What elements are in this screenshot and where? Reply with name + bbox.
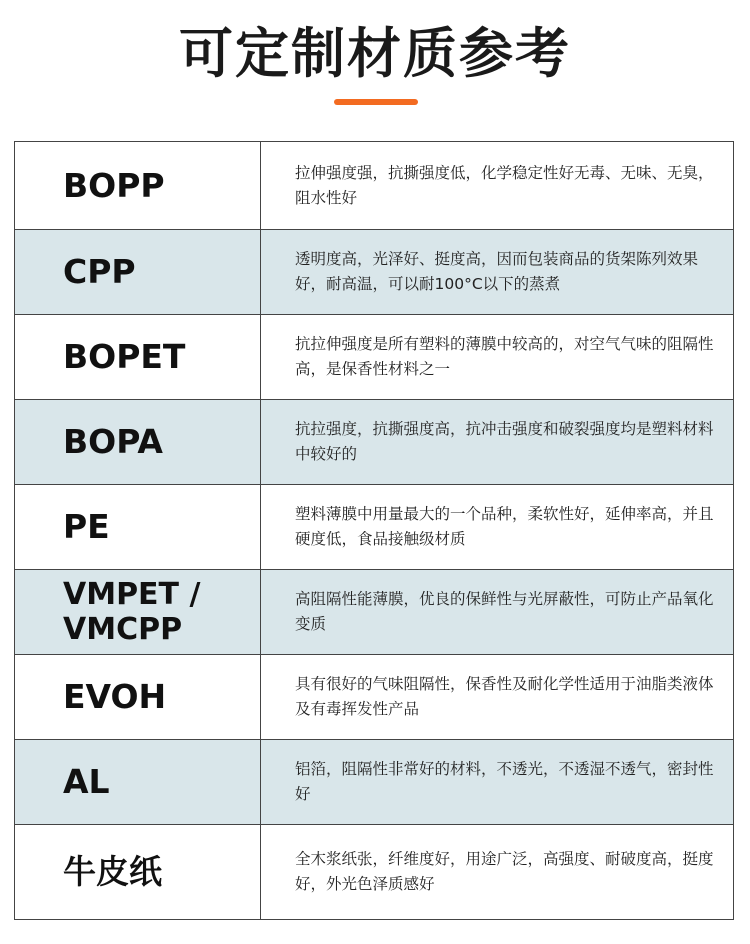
title-underline [334,99,418,105]
table-row [15,485,733,570]
material-description: 抗拉强度，抗撕强度高，抗冲击强度和破裂强度均是塑料材料中较好的 [295,420,714,463]
material-name: PE [15,485,261,569]
materials-table [14,141,734,920]
material-name: AL [15,740,261,824]
material-description: 透明度高，光泽好、挺度高，因而包装商品的货架陈列效果好，耐高温，可以耐100°C以下的蒸煮 [295,250,699,293]
table-row [15,315,733,400]
material-name: EVOH [15,655,261,739]
table-row [15,230,733,315]
material-name: CPP [15,230,261,314]
material-description: 拉伸强度强，抗撕强度低，化学稳定性好无毒、无味、无臭，阻水性好 [295,163,714,207]
table-row [15,400,733,485]
page-title: 可定制材质参考 [179,22,571,85]
material-name: BOPP [15,142,261,229]
table-row [15,570,733,655]
material-description: 塑料薄膜中用量最大的一个品种，柔软性好，延伸率高，并且硬度低，食品接触级材质 [295,505,714,548]
material-name: BOPET [15,315,261,399]
table-row [15,825,733,920]
table-row [15,142,733,230]
table-row [15,655,733,740]
material-description: 抗拉伸强度是所有塑料的薄膜中较高的，对空气气味的阻隔性高，是保香性材料之一 [295,335,714,378]
material-description: 高阻隔性能薄膜，优良的保鲜性与光屏蔽性，可防止产品氧化变质 [295,590,714,633]
material-description: 铝箔，阻隔性非常好的材料，不透光，不透湿不透气，密封性好 [295,760,714,803]
material-name: BOPA [15,400,261,484]
material-name: 牛皮纸 [15,825,261,919]
material-name: VMPET / VMCPP [15,570,261,654]
material-description: 具有很好的气味阻隔性，保香性及耐化学性适用于油脂类液体及有毒挥发性产品 [295,675,714,718]
table-row [15,740,733,825]
material-description: 全木浆纸张，纤维度好，用途广泛，高强度、耐破度高，挺度好，外光色泽质感好 [295,850,714,893]
